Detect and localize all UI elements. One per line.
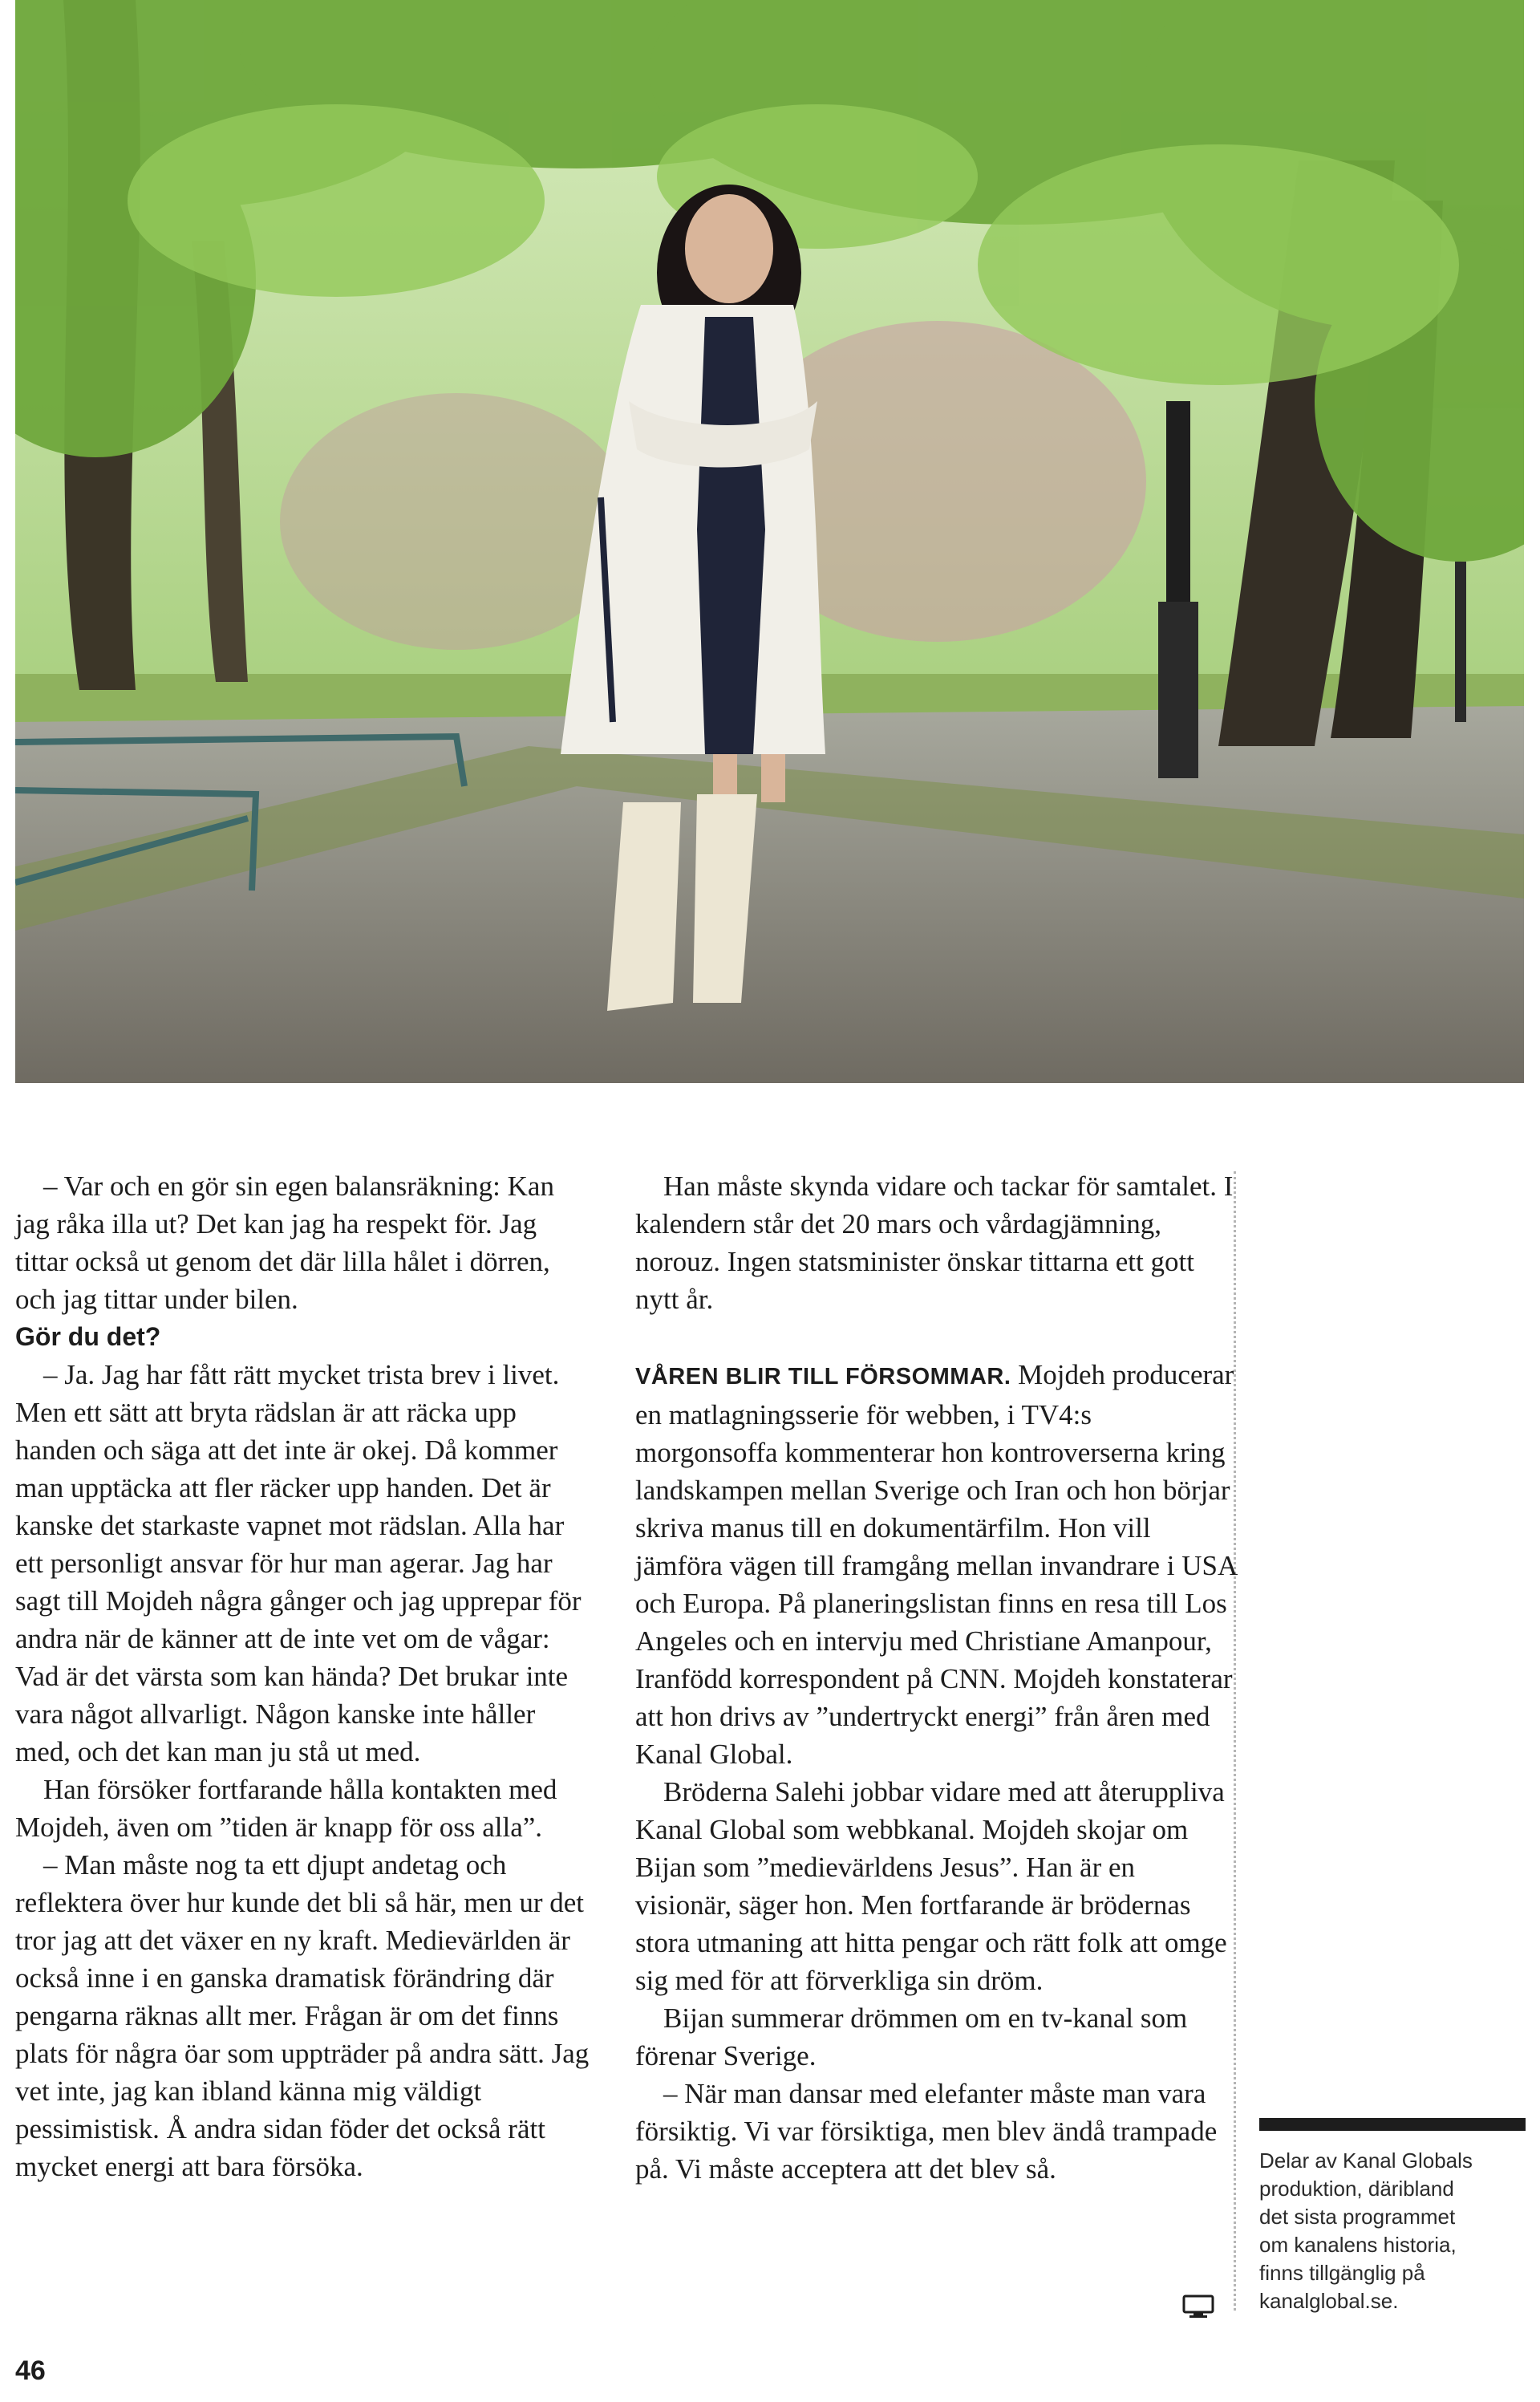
caption-rule xyxy=(1259,2118,1526,2131)
caption-line: Delar av Kanal Globals xyxy=(1259,2148,1473,2173)
caption-line: produktion, däribland xyxy=(1259,2177,1454,2201)
caption-line: det sista programmet xyxy=(1259,2205,1456,2229)
tv-icon xyxy=(1182,2294,1214,2319)
body-paragraph: Bijan summerar drömmen om en tv-kanal som förenar Sverige. xyxy=(635,2002,1188,2071)
caption-line: om kanalens historia, xyxy=(1259,2233,1457,2257)
paragraph-spacer xyxy=(635,1318,1237,1356)
article-left-column xyxy=(15,1167,593,2185)
body-paragraph: – Man måste nog ta ett djupt andetag och reflektera över hur kunde det bli så här, men ur det tror jag att det växer en ny kraft. Medievärlden är också inne i en ganska dramatisk förändring där pengarna räknas allt mer. Frågan är om det finns plats för några öar som uppträder på andra sätt. Jag vet inte, jag kan ibland känna mig väldigt pessimistisk. Å andra sidan föder det också rätt mycket energi att bara försöka. xyxy=(15,1849,590,2182)
photo-caption xyxy=(1259,2147,1524,2315)
body-paragraph: Han försöker fortfarande hålla kontakten med Mojdeh, även om ”tiden är knapp för oss alla”. xyxy=(15,1774,557,1843)
caption-line: kanalglobal.se. xyxy=(1259,2289,1399,2313)
section-lead-in: VÅREN BLIR TILL FÖRSOMMAR. xyxy=(635,1364,1011,1390)
body-paragraph: Bröderna Salehi jobbar vidare med att återuppliva Kanal Global som webbkanal. Mojdeh skojar om Bijan som ”medievärldens Jesus”. Han är en visionär, säger hon. Men fortfarande är brödernas stora utmaning att hitta pengar och rätt folk att omge sig med för att förverkliga sin dröm. xyxy=(635,1776,1227,1996)
park-photo-illustration xyxy=(15,0,1524,1083)
section-lead-paragraph xyxy=(635,1356,1237,1773)
caption-line: finns tillgänglig på xyxy=(1259,2261,1425,2285)
hero-photo xyxy=(15,0,1524,1083)
interview-question: Gör du det? xyxy=(15,1322,161,1351)
article-middle-column xyxy=(635,1167,1237,2188)
page-number: 46 xyxy=(15,2355,46,2386)
body-paragraph: Han måste skynda vidare och tackar för samtalet. I kalendern står det 20 mars och vårdagjämning, norouz. Ingen statsminister önskar tittarna ett gott nytt år. xyxy=(635,1171,1234,1315)
body-paragraph: – Var och en gör sin egen balansräkning: Kan jag råka illa ut? Det kan jag ha respekt för. Jag tittar också ut genom det där lilla hålet i dörren, och jag tittar under bilen. xyxy=(15,1171,554,1315)
paragraph-text: Mojdeh producerar en matlagningsserie för webben, i TV4:s morgonsoffa kommenterar hon kontroverserna kring landskampen mellan Sverige och Iran och hon börjar skriva manus till en dokumentärfilm. Hon vill jämföra vägen till framgång mellan invandrare i USA och Europa. På planeringslistan finns en resa till Los Angeles och en intervju med Christiane Amanpour, Iranfödd korrespondent på CNN. Mojdeh konstaterar att hon drivs av ”undertryckt energi” från åren med Kanal Global. xyxy=(635,1359,1237,1770)
body-paragraph: – När man dansar med elefanter måste man vara försiktig. Vi var försiktiga, men blev ändå trampade på. Vi måste acceptera att det blev så. xyxy=(635,2078,1218,2185)
body-paragraph: – Ja. Jag har fått rätt mycket trista brev i livet. Men ett sätt att bryta rädslan är att räcka upp handen och säga att det inte är okej. Då kommer man upptäcka att fler räcker upp handen. Det är kanske det starkaste vapnet mot rädslan. Alla har ett personligt ansvar för hur man agerar. Jag har sagt till Mojdeh några gånger och jag upprepar för andra när de känner att de inte vet om de vågar: Vad är det värsta som kan hända? Det brukar inte vara något allvarligt. Någon kanske inte håller med, och det kan man ju stå ut med. xyxy=(15,1359,582,1767)
